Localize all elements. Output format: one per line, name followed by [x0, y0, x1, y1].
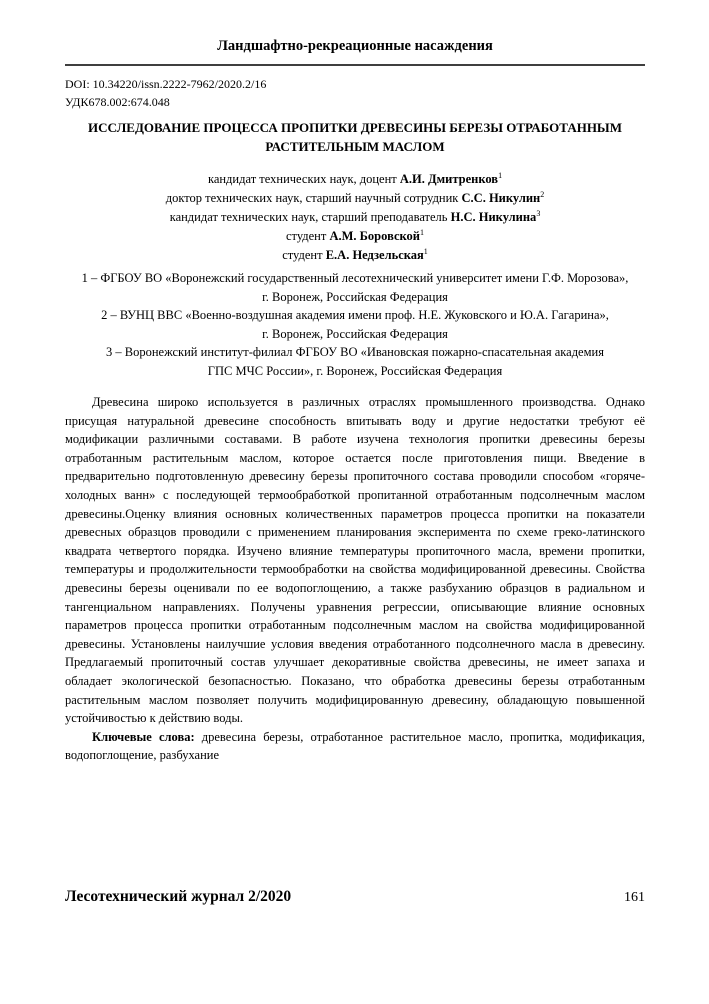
author-role: студент	[282, 248, 323, 262]
udc-line: УДК678.002:674.048	[65, 95, 170, 109]
affiliation-line: г. Воронеж, Российская Федерация	[262, 289, 448, 304]
author-role: кандидат технических наук, старший преподаватель	[169, 210, 448, 224]
affiliation-line: ГПС МЧС России», г. Воронеж, Российская Федерация	[207, 363, 503, 378]
author-name: Н.С. Никулина	[450, 210, 537, 224]
author-name: А.М. Боровской	[329, 229, 421, 243]
footer-page-number: 161	[624, 890, 645, 905]
author-name: А.И. Дмитренков	[399, 172, 499, 186]
author-affiliation-superscript: 1	[420, 227, 425, 237]
affiliation-line: 2 – ВУНЦ ВВС «Военно-воздушная академия имени проф. Н.Е. Жуковского и Ю.А. Гагарина»,	[101, 308, 609, 322]
author-affiliation-superscript: 2	[540, 189, 545, 199]
article-meta	[65, 75, 645, 111]
author-line	[65, 170, 645, 189]
doi-line: DOI: 10.34220/issn.2222-7962/2020.2/16	[65, 77, 267, 91]
author-affiliation-superscript: 1	[498, 170, 503, 180]
keywords-label: Ключевые слова:	[92, 729, 195, 744]
affiliations-block	[65, 269, 645, 380]
keywords-text: древесина березы, отработанное растительное масло, пропитка, модификация, водопоглощение, разбухание	[65, 729, 645, 763]
author-affiliation-superscript: 1	[423, 246, 428, 256]
page-footer	[65, 888, 645, 906]
affiliation-line: г. Воронеж, Российская Федерация	[262, 326, 448, 341]
author-affiliation-superscript: 3	[536, 208, 541, 218]
affiliation-line: 3 – Воронежский институт-филиал ФГБОУ ВО «Ивановская пожарно-спасательная академия	[106, 345, 604, 359]
author-role: доктор технических наук, старший научный сотрудник	[165, 191, 459, 205]
keywords-paragraph	[65, 728, 645, 765]
author-name: С.С. Никулин	[461, 191, 541, 205]
author-line	[65, 208, 645, 227]
abstract-paragraph: Древесина широко используется в различных отраслях промышленного производства. Однако присущая натуральной древесине способность впитывать воду и другие недостатки требуют её модификации различными составами. В работе изучена технология пропитки древесины березы отработанным растительным маслом, которое остается после приготовления пищи. Введение в предварительно подготовленную древесину березы пропиточного состава проводили способом «горяче-холодных ванн» с последующей термообработкой пропитанной отработанным подсолнечным маслом древесины.Оценку влияния основных количественных параметров процесса пропитки на показатели древесных образцов проводили с применением планирования эксперимента по схеме греко-латинского квадрата четвертого порядка. Изучено влияние температуры пропиточного масла, времени пропитки, температуры и продолжительности термообработки на свойства модифицированной древесины. Свойства древесины березы оценивали по ее водопоглощению, а также разбуханию образцов в радиальном и тангенциальном направлениях. Получены уравнения регрессии, описывающие влияние основных параметров процесса пропитки отработанным подсолнечным маслом на свойства модифицированной древесины. Установлены наилучшие условия введения отработанного подсолнечного масла в древесину. Предлагаемый пропиточный состав улучшает декоративные свойства древесины, не имеет запаха и обладает экологической безопасностью. Показано, что обработка древесины березы отработанным растительным маслом позволяет получить модифицированную древесину, обладающую повышенной устойчивостью к действию воды.	[65, 395, 645, 726]
author-name: Е.А. Недзельская	[325, 248, 424, 262]
author-role: студент	[285, 229, 327, 243]
author-line	[65, 227, 645, 246]
author-line	[65, 246, 645, 265]
header-divider	[65, 64, 645, 66]
article-title: ИССЛЕДОВАНИЕ ПРОЦЕССА ПРОПИТКИ ДРЕВЕСИНЫ БЕРЕЗЫ ОТРАБОТАННЫМ РАСТИТЕЛЬНЫМ МАСЛОМ	[88, 120, 622, 154]
author-line	[65, 189, 645, 208]
authors-block	[65, 170, 645, 265]
author-role: кандидат технических наук, доцент	[207, 172, 397, 186]
journal-section-title: Ландшафтно-рекреационные насаждения	[217, 38, 493, 54]
footer-journal-title: Лесотехнический журнал 2/2020	[65, 888, 292, 905]
affiliation-line: 1 – ФГБОУ ВО «Воронежский государственный лесотехнический университет имени Г.Ф. Морозова»,	[81, 271, 629, 285]
